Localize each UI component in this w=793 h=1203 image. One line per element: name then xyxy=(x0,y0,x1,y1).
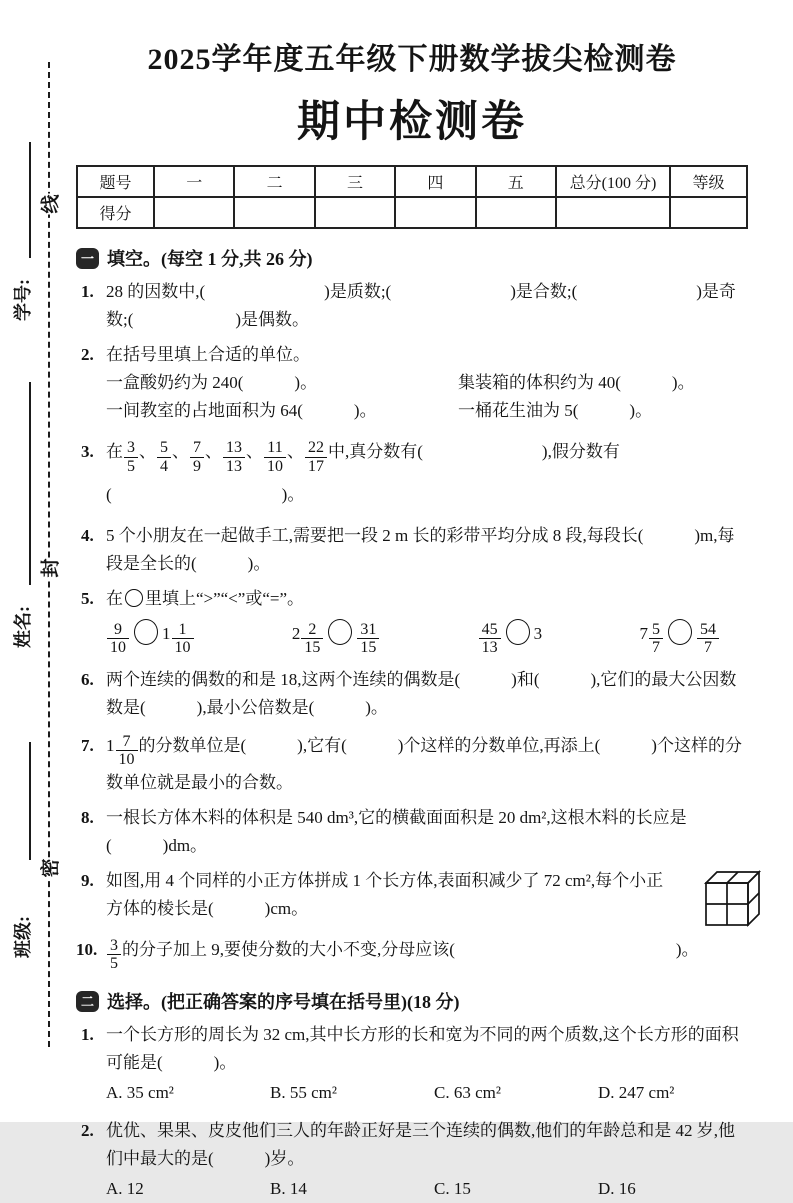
whole-number: 2 xyxy=(291,623,301,643)
option-d: D. 247 cm² xyxy=(598,1083,675,1103)
page-subtitle: 期中检测卷 xyxy=(297,99,527,146)
separator: 、 xyxy=(172,442,189,461)
question-text: 中,真分数有( ),假分数有( )。 xyxy=(106,442,620,504)
fraction: $\frac{9}{10}$ xyxy=(107,621,129,657)
question-number: 8. xyxy=(81,807,94,827)
fraction: $\frac{31}{15}$ xyxy=(357,621,379,657)
seal-char-xian: 线 xyxy=(33,193,66,214)
score-header-cell: 总分(100 分) xyxy=(556,166,670,197)
score-cell-empty xyxy=(556,197,670,228)
separator: 、 xyxy=(205,442,222,461)
question-number: 6. xyxy=(81,669,94,689)
score-cell-empty xyxy=(234,197,314,228)
question-text: 一个长方形的周长为 32 cm,其中长方形的长和宽为不同的两个质数,这个长方形的面积可能是( )。 xyxy=(106,1025,739,1073)
score-cell-empty xyxy=(670,197,747,228)
fraction: $\frac{11}{10}$ xyxy=(264,439,286,475)
comparison-item xyxy=(292,619,381,657)
question-2-item: 一盒酸奶约为 240( )。 xyxy=(106,373,318,392)
option-b: B. 55 cm² xyxy=(270,1083,337,1103)
question-9 xyxy=(76,867,748,923)
question-5-items xyxy=(76,613,748,659)
score-header-cell: 等级 xyxy=(670,166,747,197)
separator: 、 xyxy=(287,442,304,461)
question-number: 7. xyxy=(81,735,94,755)
comparison-item xyxy=(106,619,195,657)
question-text: 如图,用 4 个同样的小正方体拼成 1 个长方体,表面积减少了 72 cm²,每个小正方体的棱长是( )cm。 xyxy=(106,870,664,918)
option-b: B. 14 xyxy=(270,1179,307,1199)
fraction: $\frac{1}{10}$ xyxy=(172,621,194,657)
score-header-cell: 五 xyxy=(476,166,556,197)
seal-char-mi: 密 xyxy=(33,857,66,878)
whole-number: 3 xyxy=(533,623,543,643)
fraction: $\frac{7}{10}$ xyxy=(116,733,138,769)
option-c: C. 63 cm² xyxy=(434,1083,501,1103)
name-blank-line xyxy=(29,382,31,585)
whole-number: 1 xyxy=(162,623,171,643)
class-label: 班级: xyxy=(13,916,33,958)
question-text: 优优、果果、皮皮他们三人的年龄正好是三个连续的偶数,他们的年龄总和是 42 岁,他们中最大的是( )岁。 xyxy=(106,1121,735,1169)
comparison-circle-icon xyxy=(134,619,158,645)
comparison-circle-icon xyxy=(125,589,143,607)
option-a: A. 12 xyxy=(106,1179,144,1199)
question-text: 里填上“>”“<”或“=”。 xyxy=(145,588,305,608)
question-3 xyxy=(76,432,748,515)
class-blank-line xyxy=(29,742,31,860)
question-text: 5 个小朋友在一起做手工,需要把一段 2 m 长的彩带平均分成 8 段,每段长( )m,每段是全长的( )。 xyxy=(106,525,735,573)
score-row-label: 得分 xyxy=(77,197,154,228)
question-2-row-1 xyxy=(106,369,748,397)
student-id-label: 学号: xyxy=(13,279,33,321)
question-number: 1. xyxy=(81,282,94,301)
comparison-circle-icon xyxy=(506,619,530,645)
choice-question-1 xyxy=(76,1021,748,1077)
whole-number: 7 xyxy=(639,623,648,643)
comparison-item xyxy=(478,619,543,657)
score-cell-empty xyxy=(154,197,234,228)
option-d: D. 16 xyxy=(598,1179,636,1199)
question-text: 在 xyxy=(106,442,123,461)
fraction: $\frac{5}{4}$ xyxy=(157,439,171,475)
question-2-item: 一桶花生油为 5( )。 xyxy=(458,401,653,420)
score-header-cell: 题号 xyxy=(77,166,154,197)
choice-question-1-options xyxy=(76,1079,748,1107)
question-1 xyxy=(76,278,748,334)
score-cell-empty xyxy=(395,197,475,228)
fraction: $\frac{22}{17}$ xyxy=(305,439,327,475)
option-a: A. 35 cm² xyxy=(106,1083,174,1103)
question-4 xyxy=(76,522,748,578)
question-number: 3. xyxy=(81,442,94,461)
fraction: $\frac{13}{13}$ xyxy=(223,439,245,475)
section-1-title: 填空。(每空 1 分,共 26 分) xyxy=(107,249,313,269)
fraction: $\frac{2}{15}$ xyxy=(301,621,323,657)
question-10 xyxy=(76,930,748,973)
question-8 xyxy=(76,804,748,860)
score-table-score-row xyxy=(77,197,747,228)
section-1-heading xyxy=(76,245,748,271)
separator: 、 xyxy=(246,442,263,461)
page-title: 2025学年度五年级下册数学拔尖检测卷 xyxy=(147,43,677,76)
whole-number: 1 xyxy=(106,735,115,755)
question-text: 一根长方体木料的体积是 540 dm³,它的横截面面积是 20 dm²,这根木料的长应是( )dm。 xyxy=(106,807,687,855)
section-2-title: 选择。(把正确答案的序号填在括号里)(18 分) xyxy=(107,992,460,1013)
score-table-header-row xyxy=(77,166,747,197)
seal-char-feng: 封 xyxy=(33,557,66,578)
score-header-cell: 二 xyxy=(234,166,314,197)
fraction: $\frac{3}{5}$ xyxy=(107,937,121,973)
question-number: 9. xyxy=(81,870,94,890)
question-text: 在 xyxy=(106,588,123,608)
question-2-item: 一间教室的占地面积为 64( )。 xyxy=(106,401,377,420)
fraction: $\frac{5}{7}$ xyxy=(649,621,663,657)
question-2-item: 集装箱的体积约为 40( )。 xyxy=(458,373,695,392)
section-1-icon: 一 xyxy=(76,248,99,269)
question-number: 2. xyxy=(81,345,94,364)
choice-question-2 xyxy=(76,1117,748,1173)
question-text: 28 的因数中,( )是质数;( )是合数;( )是奇数;( )是偶数。 xyxy=(106,282,736,329)
question-number: 4. xyxy=(81,525,94,545)
question-number: 1. xyxy=(81,1025,94,1045)
question-number: 5. xyxy=(81,588,94,608)
comparison-circle-icon xyxy=(328,619,352,645)
question-2-row-2 xyxy=(106,397,748,425)
score-cell-empty xyxy=(315,197,395,228)
score-table xyxy=(76,165,748,229)
fraction: $\frac{45}{13}$ xyxy=(479,621,501,657)
comparison-item xyxy=(639,619,720,657)
separator: 、 xyxy=(139,442,156,461)
question-number: 10. xyxy=(76,939,98,959)
fraction: $\frac{7}{9}$ xyxy=(190,439,204,475)
name-label: 姓名: xyxy=(13,606,33,648)
option-c: C. 15 xyxy=(434,1179,471,1199)
question-6 xyxy=(76,666,748,722)
section-2-heading xyxy=(76,988,748,1014)
question-5 xyxy=(76,585,748,613)
question-number: 2. xyxy=(81,1121,94,1141)
question-text: 在括号里填上合适的单位。 xyxy=(106,345,310,364)
student-id-blank-line xyxy=(29,142,31,258)
fraction: $\frac{3}{5}$ xyxy=(124,439,138,475)
choice-question-2-options xyxy=(76,1175,748,1203)
cube-figure xyxy=(700,867,764,929)
section-2-icon: 二 xyxy=(76,991,99,1012)
question-text: 的分子加上 9,要使分数的大小不变,分母应该( )。 xyxy=(122,939,699,959)
question-7 xyxy=(76,732,748,797)
score-header-cell: 一 xyxy=(154,166,234,197)
score-header-cell: 三 xyxy=(315,166,395,197)
score-header-cell: 四 xyxy=(395,166,475,197)
comparison-circle-icon xyxy=(668,619,692,645)
fraction: $\frac{54}{7}$ xyxy=(697,621,719,657)
question-2 xyxy=(76,341,748,425)
score-cell-empty xyxy=(476,197,556,228)
question-text: 两个连续的偶数的和是 18,这两个连续的偶数是( )和( ),它们的最大公因数数是( ),最小公倍数是( )。 xyxy=(106,669,737,717)
question-text: 的分数单位是( ),它有( )个这样的分数单位,再添上( )个这样的分数单位就是最小的合数。 xyxy=(106,735,742,792)
